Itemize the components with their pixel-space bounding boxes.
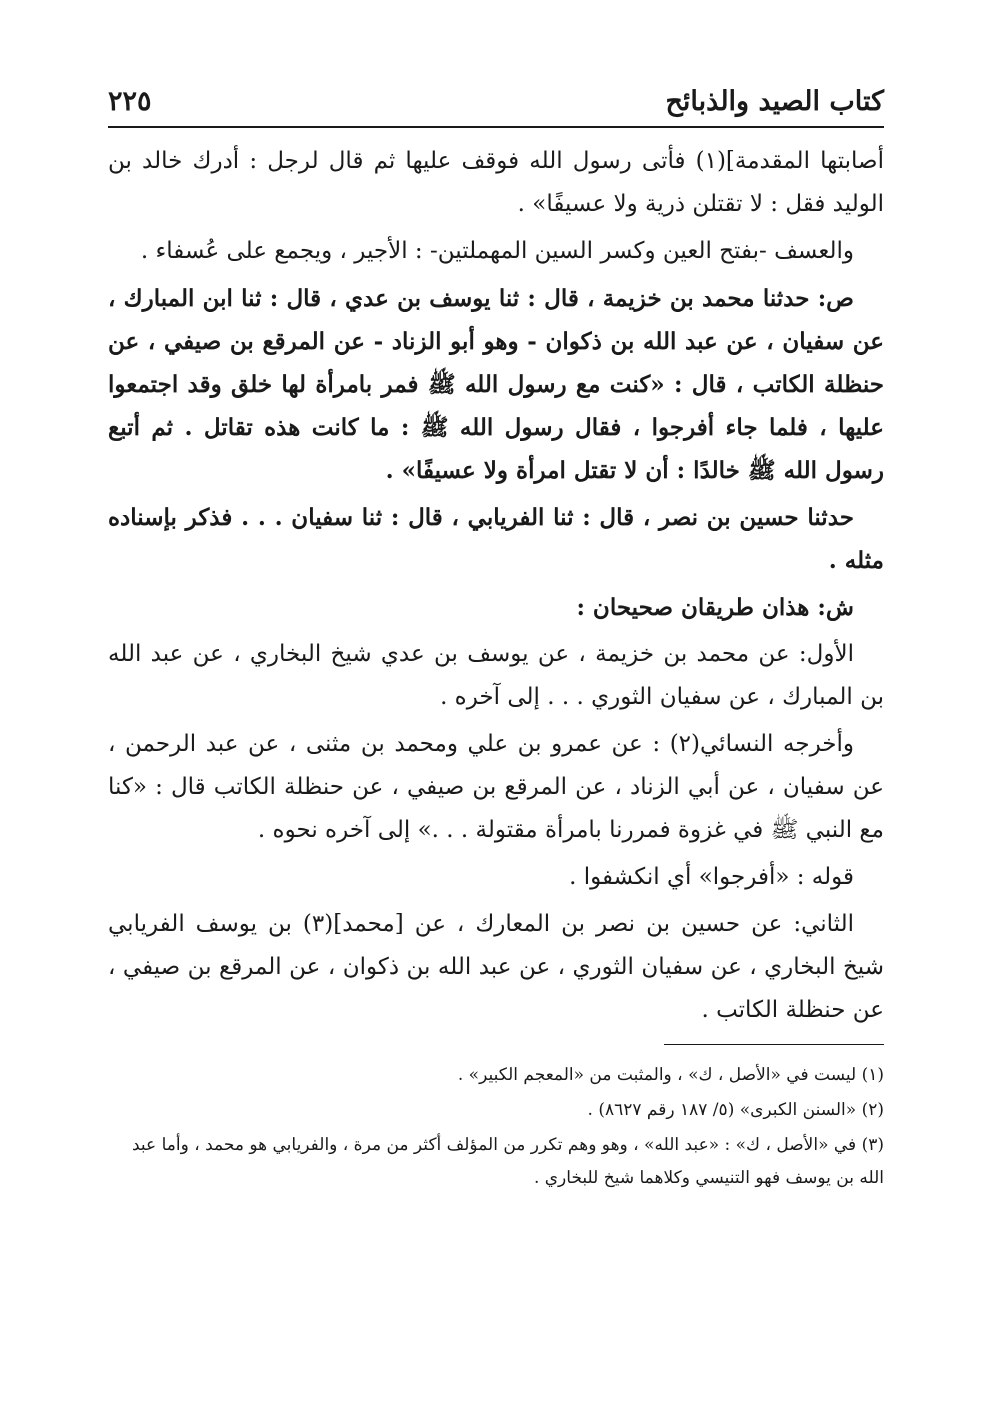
paragraph: ش: هذان طريقان صحيحان :	[576, 594, 854, 621]
document-page	[108, 80, 884, 1360]
chapter-title: كتاب الصيد والذبائح	[665, 86, 884, 117]
paragraph: أصابتها المقدمة](١) فأتى رسول الله فوقف عليها ثم قال لرجل : أدرك خالد بن الوليد فقل : لا تقتلن ذرية ولا عسيفًا» .	[108, 148, 884, 217]
footnote: (٢) «السنن الكبرى» (٥/ ١٨٧ رقم ٨٦٢٧) .	[587, 1100, 884, 1120]
main-text	[108, 140, 884, 1032]
page-number: ٢٢٥	[108, 86, 152, 117]
page-header	[108, 80, 884, 128]
paragraph: ص: حدثنا محمد بن خزيمة ، قال : ثنا يوسف بن عدي ، قال : ثنا ابن المبارك ، عن سفيان ، عن عبد الله بن ذكوان - وهو أبو الزناد - عن المرقع بن صيفي ، عن حنظلة الكاتب ، قال : «كنت مع رسول الله ﷺ فمر بامرأة لها خلق وقد اجتمعوا عليها ، فلما جاء أفرجوا ، فقال رسول الله ﷺ : ما كانت هذه تقاتل . ثم أتبع رسول الله ﷺ خالدًا : أن لا تقتل امرأة ولا عسيفًا» .	[108, 285, 885, 484]
footnote: (٣) في «الأصل ، ك» : «عبد الله» ، وهو وهم تكرر من المؤلف أكثر من مرة ، والفريابي هو محمد ، وأما عبد الله بن يوسف فهو التنيسي وكلاهما شيخ للبخاري .	[131, 1135, 884, 1188]
footnotes	[108, 1059, 884, 1195]
paragraph: حدثنا حسين بن نصر ، قال : ثنا الفريابي ، قال : ثنا سفيان . . . فذكر بإسناده مثله .	[108, 504, 884, 574]
footnote: (١) ليست في «الأصل ، ك» ، والمثبت من «المعجم الكبير» .	[457, 1065, 884, 1085]
paragraph: وأخرجه النسائي(٢) : عن عمرو بن علي ومحمد بن مثنى ، عن عبد الرحمن ، عن سفيان ، عن أبي الزناد ، عن المرقع بن صيفي ، عن حنظلة الكاتب قال : «كنا مع النبي ﷺ في غزوة فمررنا بامرأة مقتولة . . .» إلى آخره نحوه .	[108, 731, 885, 843]
paragraph: قوله : «أفرجوا» أي انكشفوا .	[569, 864, 854, 890]
paragraph: الأول: عن محمد بن خزيمة ، عن يوسف بن عدي شيخ البخاري ، عن عبد الله بن المبارك ، عن سفيان الثوري . . . إلى آخره .	[108, 641, 884, 710]
footnote-separator	[664, 1044, 884, 1045]
paragraph: والعسف -بفتح العين وكسر السين المهملتين- : الأجير ، ويجمع على عُسفاء .	[140, 238, 854, 264]
paragraph: الثاني: عن حسين بن نصر بن المعارك ، عن [محمد](٣) بن يوسف الفريابي شيخ البخاري ، عن سفيان الثوري ، عن عبد الله بن ذكوان ، عن المرقع بن صيفي ، عن حنظلة الكاتب .	[108, 911, 884, 1023]
